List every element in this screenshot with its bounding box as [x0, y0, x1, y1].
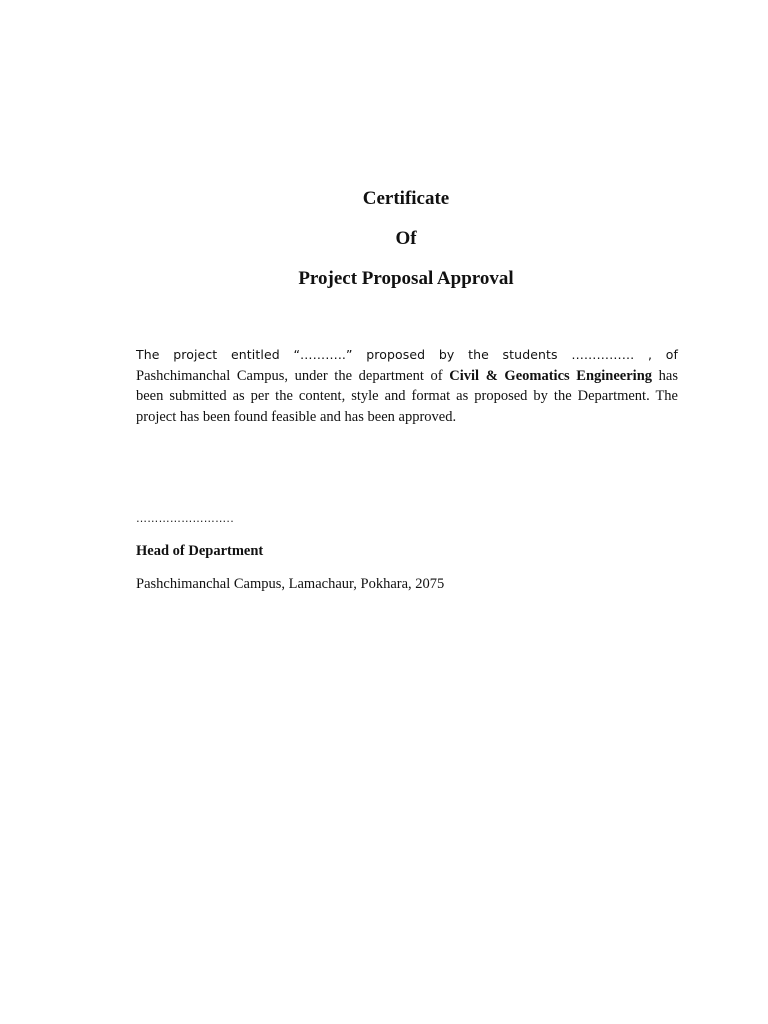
certificate-body-paragraph: [136, 345, 678, 427]
title-project-proposal-approval: Project Proposal Approval: [298, 268, 514, 289]
paragraph-text-a: Pashchimanchal Campus, under the department of: [136, 367, 450, 384]
signatory-location: Pashchimanchal Campus, Lamachaur, Pokhara, 2075: [136, 576, 445, 592]
department-name: Civil & Geomatics Engineering: [449, 367, 653, 384]
title-certificate: Certificate: [362, 188, 450, 209]
paragraph-first-line: The project entitled “………..” proposed by the students …………… , of: [136, 347, 678, 362]
paragraph-text-b: has been submitted as per the content, style and format as proposed by the Department. The project has been found feasible and has been approved.: [136, 367, 678, 425]
signature-line: ……………………..: [136, 512, 234, 525]
signatory-title: Head of Department: [136, 543, 264, 559]
title-of: Of: [395, 228, 417, 249]
